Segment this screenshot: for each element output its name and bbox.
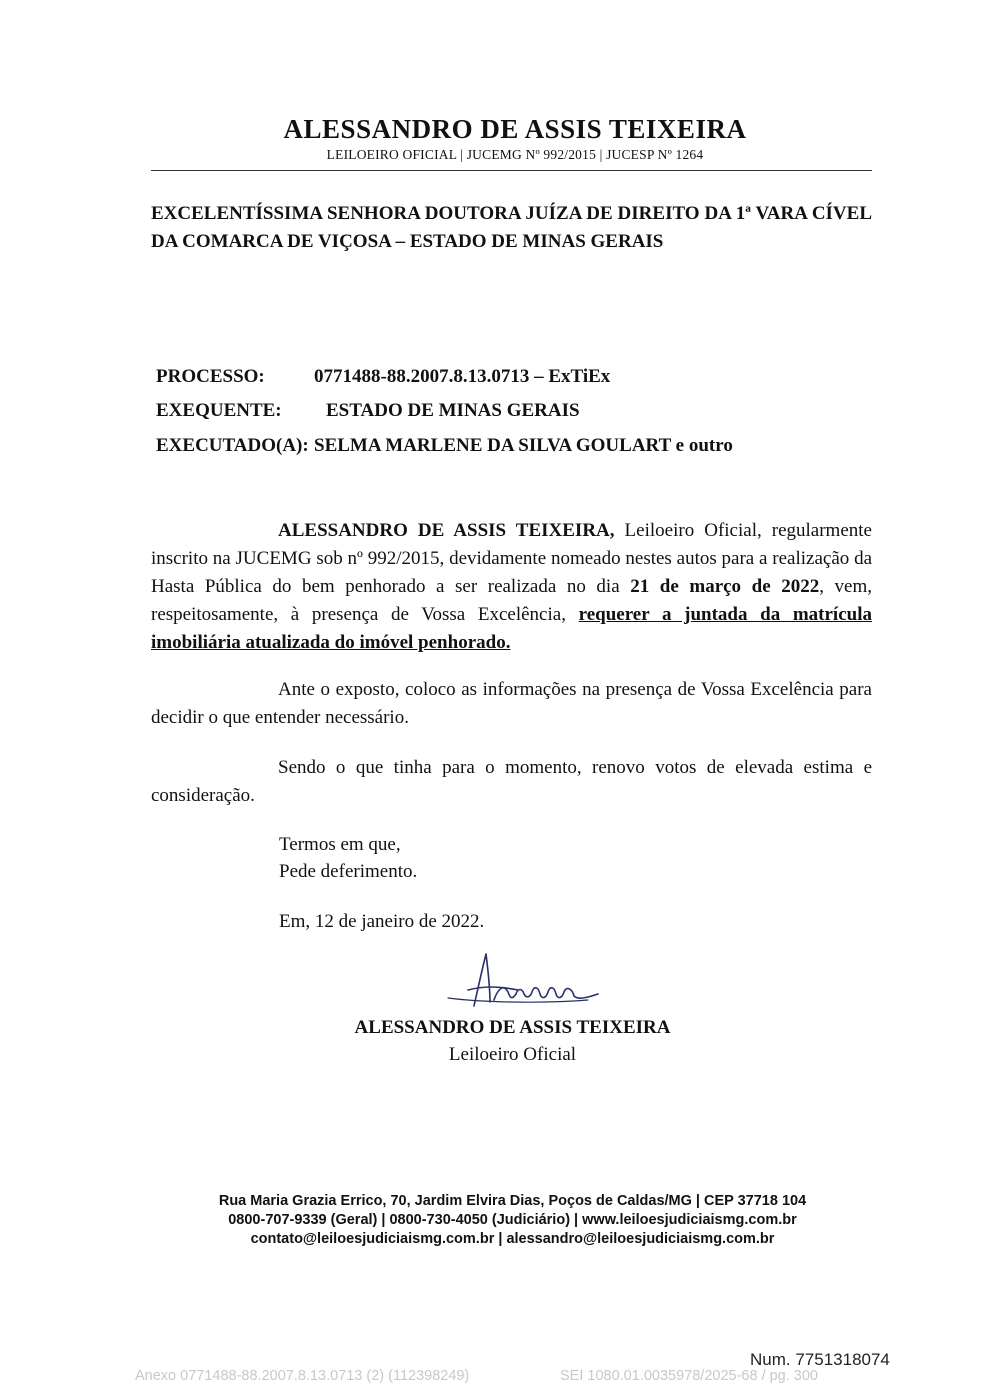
paragraph-request	[151, 517, 872, 657]
auction-date: 21 de março de 2022	[630, 576, 820, 597]
footer-contact	[0, 1192, 990, 1249]
process-label: PROCESSO:	[156, 366, 265, 387]
debtor-value: SELMA MARLENE DA SILVA GOULART e outro	[314, 435, 733, 456]
handwritten-signature	[438, 940, 608, 1020]
creditor-label: EXEQUENTE:	[156, 400, 282, 421]
annex-reference: Anexo 0771488-88.2007.8.13.0713 (2) (112398249)	[135, 1368, 470, 1384]
paragraph-text: Leiloeiro Oficial, regularmente inscrito na JUCEMG sob nº 992/2015, devidamente nomeado nestes autos para a realização da Hasta Pública do bem penhorado a ser realizada no dia	[151, 520, 872, 597]
closing-date: Em, 12 de janeiro de 2022.	[279, 911, 485, 932]
debtor-row	[156, 435, 733, 457]
paragraph-text: Sendo o que tinha para o momento, renovo votos de elevada estima e consideração.	[151, 757, 872, 806]
footer-address: Rua Maria Grazia Errico, 70, Jardim Elvira Dias, Poços de Caldas/MG | CEP 37718 104	[218, 1193, 807, 1209]
footer-phones: 0800-707-9339 (Geral) | 0800-730-4050 (Judiciário) | www.leiloesjudiciaismg.com.br	[228, 1212, 797, 1228]
letterhead-subtitle: LEILOEIRO OFICIAL | JUCEMG Nº 992/2015 | JUCESP Nº 1264	[326, 147, 704, 162]
auctioneer-name: ALESSANDRO DE ASSIS TEIXEIRA,	[278, 520, 615, 541]
paragraph-text: , vem, respeitosamente, à presença de Vossa Excelência,	[151, 576, 872, 625]
closing-line-1: Termos em que,	[279, 834, 401, 855]
request-statement: requerer a juntada da matrícula imobiliária atualizada do imóvel penhorado.	[151, 604, 872, 653]
letterhead-divider	[151, 170, 872, 171]
creditor-row	[156, 400, 580, 422]
closing-line-2: Pede deferimento.	[279, 861, 418, 882]
creditor-value: ESTADO DE MINAS GERAIS	[326, 400, 580, 421]
addressee: EXCELENTÍSSIMA SENHORA DOUTORA JUÍZA DE DIREITO DA 1ª VARA CÍVEL DA COMARCA DE VIÇOSA – ESTADO DE MINAS GERAIS	[151, 203, 872, 252]
process-value: 0771488-88.2007.8.13.0713 – ExTiEx	[314, 366, 611, 387]
signatory-name: ALESSANDRO DE ASSIS TEIXEIRA	[354, 1017, 671, 1038]
sei-reference: SEI 1080.01.0035978/2025-68 / pg. 300	[560, 1368, 818, 1384]
letterhead-name: ALESSANDRO DE ASSIS TEIXEIRA	[283, 114, 747, 144]
document-number: Num. 7751318074	[750, 1350, 890, 1369]
footer-emails: contato@leiloesjudiciaismg.com.br | alessandro@leiloesjudiciaismg.com.br	[250, 1231, 775, 1247]
signatory-role: Leiloeiro Oficial	[448, 1044, 577, 1065]
paragraph-text: Ante o exposto, coloco as informações na presença de Vossa Excelência para decidir o que entender necessário.	[151, 679, 872, 728]
paragraph-conclusion	[151, 676, 872, 732]
debtor-label: EXECUTADO(A):	[156, 435, 309, 456]
process-row	[156, 366, 610, 388]
paragraph-regards	[151, 754, 872, 810]
